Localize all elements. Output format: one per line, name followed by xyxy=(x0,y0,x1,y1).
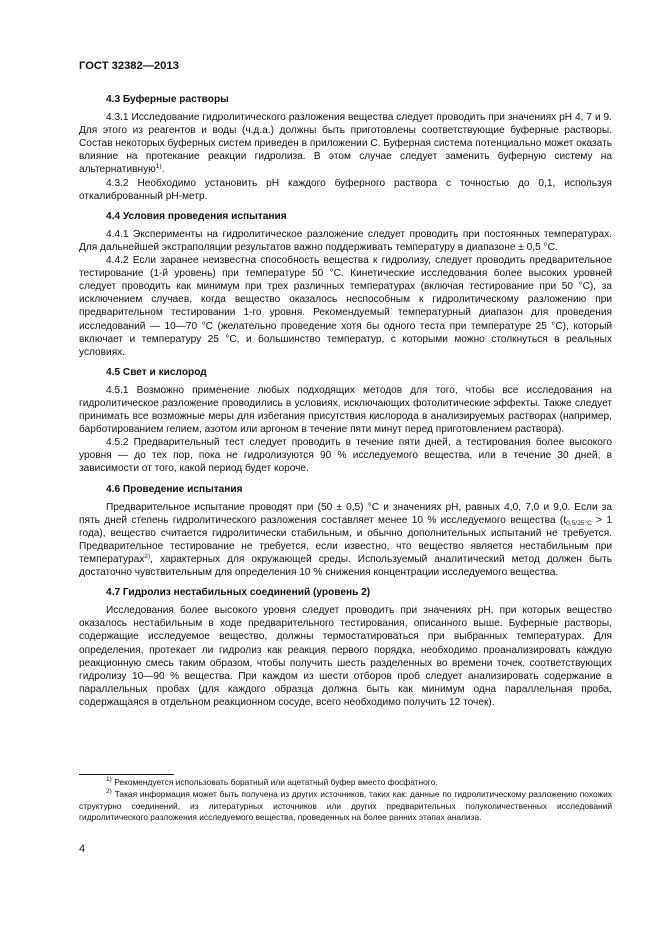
standard-header: ГОСТ 32382—2013 xyxy=(79,60,179,72)
footnote-2: $^{2)}$ Такая информация может быть получена из других источников, таких как: данные по гидролитическому разложению похожих структурно соединений, из литературных источников или других предварительных полуколичественных исследований гидролитического разложения исследуемого вещества, проведенных на более ранних этапах анализа. xyxy=(79,788,612,823)
paragraph-4-3-2: 4.3.2 Необходимо установить рН каждого буферного раствора с точностью до 0,1, используя откалиброванный рН-метр. xyxy=(79,177,612,202)
footnote-1: $^{1)}$ Рекомендуется использовать боратный или ацетатный буфер вместо фосфатного. xyxy=(106,776,438,787)
section-title-4-4: 4.4 Условия проведения испытания xyxy=(106,210,287,222)
footnote-divider xyxy=(79,774,174,775)
footnote-1-mark: 1) xyxy=(106,776,112,783)
paragraph-4-4-2: 4.4.2 Если заранее неизвестна способность вещества к гидролизу, следует проводить предварительное тестирование (1-й уровень) при температуре 50 °С. Кинетические исследования более высоких уровней следует проводить как минимум при трех различных температурах (включая тестирование при 50 °С), за исключением случаев, когда вещество оказалось неспособным к гидролитическому разложению при предварительном тестировании 1-го уровня. Рекомендуемый температурный диапазон для проведения исследований — 10—70 °С (желательно проведение хотя бы одного теста при температуре 25 °С), который включает и температуру 25 °С, и большинство температур, с которыми можно столкнуться в реальных условиях. xyxy=(79,255,612,358)
paragraph-4-6: Предварительное испытание проводят при (50 ± 0,5) °С и значениях рН, равных 4,0, 7,0 и 9,0. Если за пять дней степень гидролитического разложения составляет менее 10 % исследуемого вещества ($t_{0,5/25^\circ С} > 1$ года), вещество считается гидролитически стабильным, и обычно дополнительных испытаний не требуется. Предварительное тестирование не требуется, если известно, что вещество является нестабильным при температурах$^{2)}$, характерных для окружающей среды. Используемый аналитический метод должен быть достаточно чувствительным для определения 10 % снижения концентрации исследуемого вещества. xyxy=(79,501,613,579)
page-number: 4 xyxy=(79,843,86,855)
section-title-4-7: 4.7 Гидролиз нестабильных соединений (уровень 2) xyxy=(106,587,371,599)
section-title-4-5: 4.5 Свет и кислород xyxy=(106,366,207,378)
half-life-subscript: 0,5/25°С xyxy=(566,519,592,527)
paragraph-4-4-1: 4.4.1 Эксперименты на гидролитическое разложение следует проводить при постоянных температурах. Для дальнейшей экстраполяции результатов важно поддерживать температуру в диапазоне ± 0,5 °С. xyxy=(79,228,612,253)
footnotes xyxy=(79,777,612,825)
footnote-ref-2[interactable]: 2) xyxy=(144,553,151,560)
section-title-4-3: 4.3 Буферные растворы xyxy=(106,94,229,105)
paragraph-4-5-2: 4.5.2 Предварительный тест следует проводить в течение пяти дней, а тестирования более высокого уровня — до тех пор, пока не гидролизуются 90 % исследуемого вещества, или в течение 30 дней, в зависимости от того, какой период будет короче. xyxy=(79,437,612,475)
paragraph-4-7: Исследования более высокого уровня следует проводить при значениях рН, при которых вещество оказалось нестабильным в ходе предварительного тестирования, описанного выше. Буферные растворы, содержащие исследуемое вещество, должны термостатироваться при выбранных температурах. Для определения, протекает ли гидролиз как реакция первого порядка, необходимо проанализировать каждую реакционную смесь таким образом, чтобы получить шесть разделенных во времени точек, соответствующих гидролизу 10—90 % вещества. При каждом из шести отборов проб следует анализировать содержание в параллельных пробах (для каждого образца должна быть как минимум одна параллельная проба, содержащаяся в отдельном реакционном сосуде, всего необходимо получить 12 точек). xyxy=(79,605,612,708)
paragraph-4-5-1: 4.5.1 Возможно применение любых подходящих методов для того, чтобы все исследования на гидролитическое разложение проводились в условиях, исключающих фотолитические эффекты. Также следует принимать все возможные меры для избегания присутствия кислорода в анализируемых растворах (например, барботированием гелием, азотом или аргоном в течение пяти минут перед приготовлением раствора). xyxy=(79,384,612,436)
section-title-4-6: 4.6 Проведение испытания xyxy=(106,483,243,495)
main-text xyxy=(79,93,612,709)
footnote-ref-1[interactable]: 1) xyxy=(155,163,162,171)
footnote-2-mark: 2) xyxy=(106,788,112,796)
paragraph-4-3-1: 4.3.1 Исследование гидролитического разложения вещества следует проводить при значениях рН 4, 7 и 9. Для этого из реагентов и воды (ч.д.а.) должны быть приготовлены соответствующие буферные растворы. Состав некоторых буферных систем приведен в приложении С. Буферная система потенциально может оказать влияние на протекание реакции гидролиза. В этом случае следует заменить буферную систему на альтернативную$^{1)}$. xyxy=(79,112,612,176)
